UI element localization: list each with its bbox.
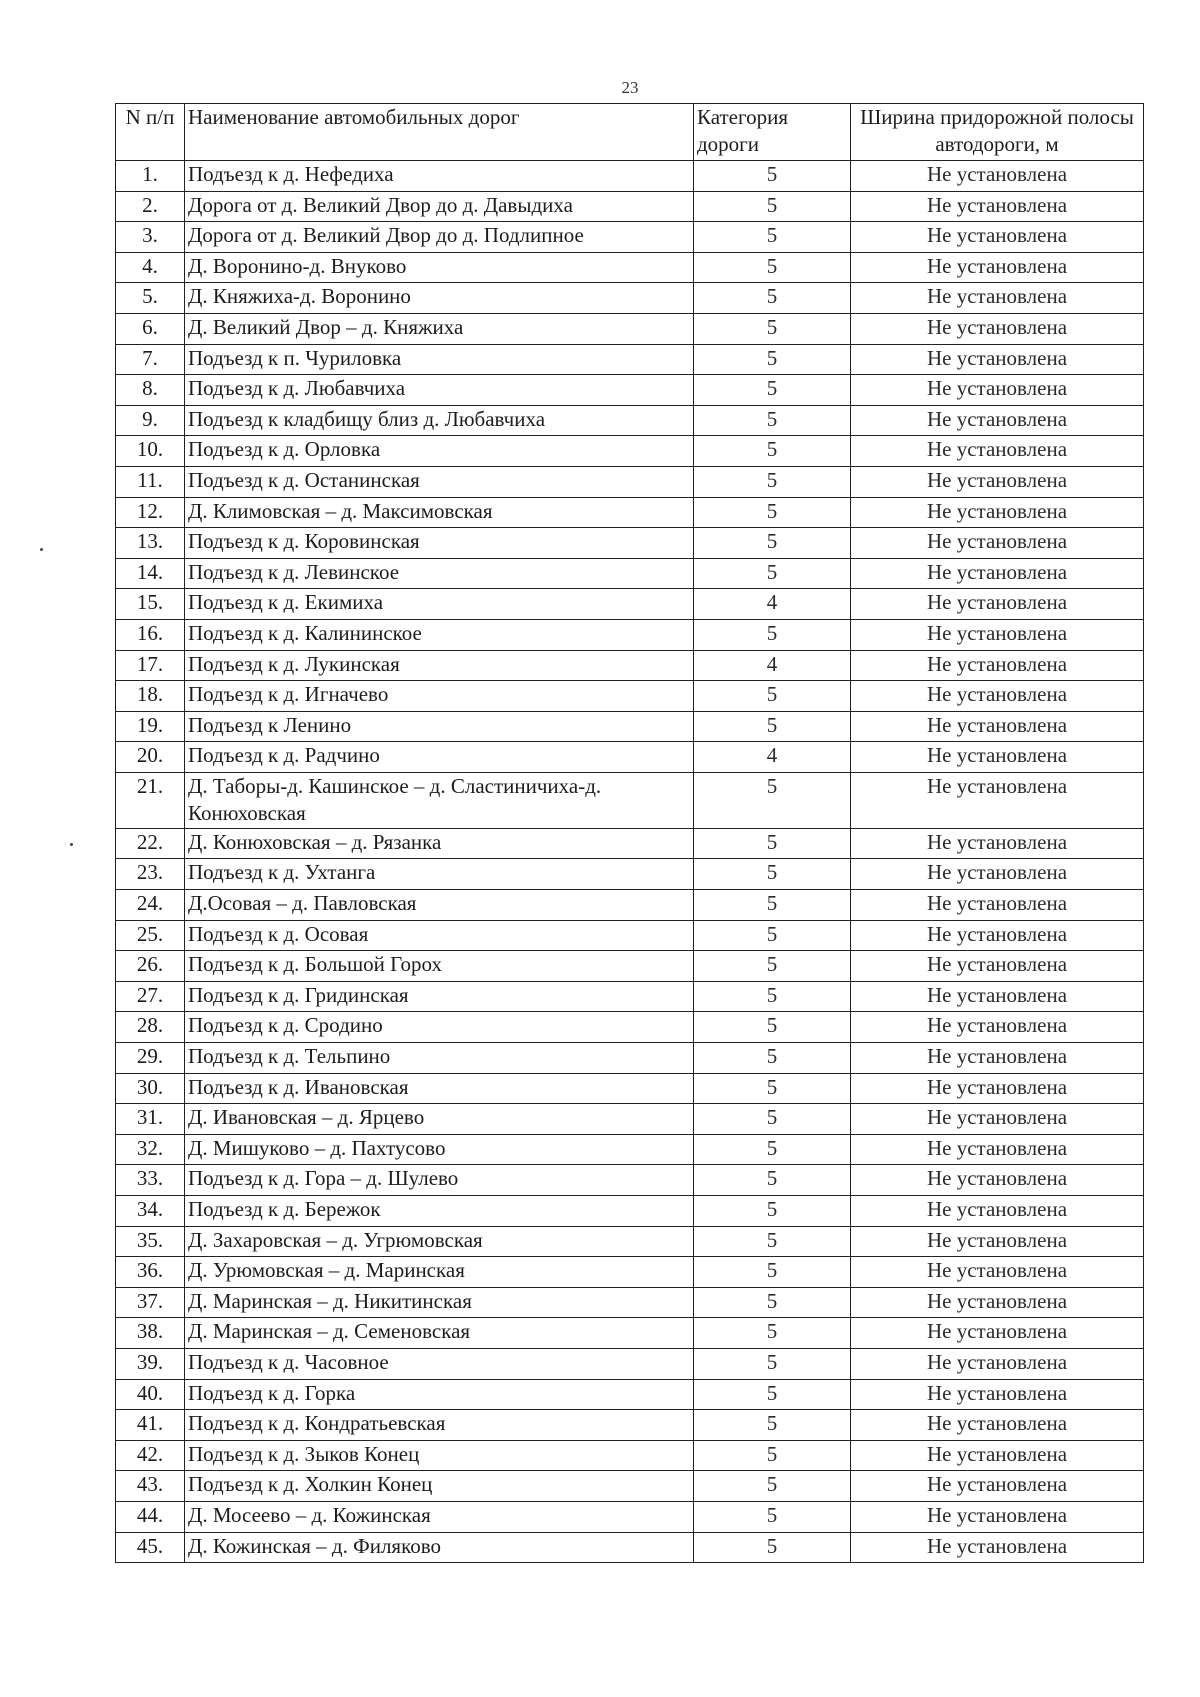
- roadside-width: Не установлена: [851, 1410, 1144, 1441]
- road-category: 5: [694, 1410, 851, 1441]
- road-name: Подъезд к д. Кондратьевская: [185, 1410, 694, 1441]
- road-category: 5: [694, 1257, 851, 1288]
- row-number: 35.: [116, 1226, 185, 1257]
- row-number: 45.: [116, 1532, 185, 1563]
- roadside-width: Не установлена: [851, 283, 1144, 314]
- road-name: Д. Кожинская – д. Филяково: [185, 1532, 694, 1563]
- road-category: 5: [694, 1104, 851, 1135]
- table-row: [116, 1501, 1144, 1532]
- table-row: [116, 589, 1144, 620]
- row-number: 29.: [116, 1043, 185, 1074]
- table-row: [116, 558, 1144, 589]
- row-number: 18.: [116, 681, 185, 712]
- scan-speck: [40, 548, 43, 551]
- table-row: [116, 375, 1144, 406]
- row-number: 7.: [116, 344, 185, 375]
- table-row: [116, 1532, 1144, 1563]
- table-row: [116, 619, 1144, 650]
- row-number: 38.: [116, 1318, 185, 1349]
- table-row: [116, 191, 1144, 222]
- road-name: Подъезд к д. Тельпино: [185, 1043, 694, 1074]
- road-category: 4: [694, 742, 851, 773]
- road-name: Подъезд к Ленино: [185, 711, 694, 742]
- table-row: [116, 1012, 1144, 1043]
- header-row: [116, 104, 1144, 161]
- row-number: 39.: [116, 1348, 185, 1379]
- row-number: 33.: [116, 1165, 185, 1196]
- road-category: 5: [694, 1073, 851, 1104]
- table-row: [116, 681, 1144, 712]
- roadside-width: Не установлена: [851, 1165, 1144, 1196]
- table-row: [116, 528, 1144, 559]
- row-number: 36.: [116, 1257, 185, 1288]
- road-category: 5: [694, 711, 851, 742]
- table-row: [116, 1379, 1144, 1410]
- roadside-width: Не установлена: [851, 1287, 1144, 1318]
- header-name: Наименование автомобильных дорог: [185, 104, 694, 161]
- road-name: Подъезд к д. Останинская: [185, 466, 694, 497]
- roadside-width: Не установлена: [851, 681, 1144, 712]
- table-row: [116, 1134, 1144, 1165]
- row-number: 14.: [116, 558, 185, 589]
- road-name: Д. Княжиха-д. Воронино: [185, 283, 694, 314]
- road-category: 5: [694, 1318, 851, 1349]
- road-category: 4: [694, 650, 851, 681]
- row-number: 4.: [116, 252, 185, 283]
- road-category: 5: [694, 375, 851, 406]
- road-name: Дорога от д. Великий Двор до д. Давыдиха: [185, 191, 694, 222]
- road-category: 5: [694, 1012, 851, 1043]
- roadside-width: Не установлена: [851, 405, 1144, 436]
- table-row: [116, 161, 1144, 192]
- roadside-width: Не установлена: [851, 650, 1144, 681]
- road-name: Д. Маринская – д. Семеновская: [185, 1318, 694, 1349]
- roadside-width: Не установлена: [851, 252, 1144, 283]
- road-name: Д. Мосеево – д. Кожинская: [185, 1501, 694, 1532]
- road-name: Подъезд к д. Ухтанга: [185, 859, 694, 890]
- roadside-width: Не установлена: [851, 1318, 1144, 1349]
- road-category: 4: [694, 589, 851, 620]
- road-category: 5: [694, 558, 851, 589]
- page-number: 23: [621, 78, 639, 97]
- road-category: 5: [694, 1165, 851, 1196]
- road-name: Д. Захаровская – д. Угрюмовская: [185, 1226, 694, 1257]
- table-row: [116, 1287, 1144, 1318]
- header-width: Ширина придорожной полосы автодороги, м: [851, 104, 1144, 161]
- header-category: Категория дороги: [694, 104, 851, 161]
- table-row: [116, 1471, 1144, 1502]
- road-category: 5: [694, 920, 851, 951]
- header-num: N п/п: [116, 104, 185, 161]
- row-number: 17.: [116, 650, 185, 681]
- road-category: 5: [694, 828, 851, 859]
- road-name: Подъезд к п. Чуриловка: [185, 344, 694, 375]
- road-category: 5: [694, 981, 851, 1012]
- roadside-width: Не установлена: [851, 191, 1144, 222]
- roadside-width: Не установлена: [851, 1440, 1144, 1471]
- road-name: Подъезд к д. Большой Горох: [185, 951, 694, 982]
- row-number: 44.: [116, 1501, 185, 1532]
- roadside-width: Не установлена: [851, 711, 1144, 742]
- table-row: [116, 1348, 1144, 1379]
- road-category: 5: [694, 1134, 851, 1165]
- roadside-width: Не установлена: [851, 375, 1144, 406]
- roadside-width: Не установлена: [851, 772, 1144, 828]
- roadside-width: Не установлена: [851, 1043, 1144, 1074]
- roadside-width: Не установлена: [851, 313, 1144, 344]
- road-name: Подъезд к д. Орловка: [185, 436, 694, 467]
- road-name: Подъезд к д. Холкин Конец: [185, 1471, 694, 1502]
- road-name: Подъезд к д. Бережок: [185, 1196, 694, 1227]
- row-number: 34.: [116, 1196, 185, 1227]
- road-category: 5: [694, 1379, 851, 1410]
- row-number: 22.: [116, 828, 185, 859]
- row-number: 20.: [116, 742, 185, 773]
- road-name: Д. Конюховская – д. Рязанка: [185, 828, 694, 859]
- roadside-width: Не установлена: [851, 222, 1144, 253]
- row-number: 43.: [116, 1471, 185, 1502]
- table-header: [116, 104, 1144, 161]
- road-name: Подъезд к д. Игначево: [185, 681, 694, 712]
- row-number: 28.: [116, 1012, 185, 1043]
- road-name: Д. Ивановская – д. Ярцево: [185, 1104, 694, 1135]
- road-name: Подъезд к д. Ивановская: [185, 1073, 694, 1104]
- road-name: Подъезд к д. Горка: [185, 1379, 694, 1410]
- roadside-width: Не установлена: [851, 1257, 1144, 1288]
- roadside-width: Не установлена: [851, 1501, 1144, 1532]
- road-name: Подъезд к д. Зыков Конец: [185, 1440, 694, 1471]
- table-row: [116, 742, 1144, 773]
- roadside-width: Не установлена: [851, 981, 1144, 1012]
- road-name: Подъезд к д. Часовное: [185, 1348, 694, 1379]
- roadside-width: Не установлена: [851, 466, 1144, 497]
- row-number: 42.: [116, 1440, 185, 1471]
- road-category: 5: [694, 528, 851, 559]
- row-number: 37.: [116, 1287, 185, 1318]
- table-row: [116, 1410, 1144, 1441]
- roadside-width: Не установлена: [851, 161, 1144, 192]
- table-row: [116, 772, 1144, 828]
- road-name: Д. Урюмовская – д. Маринская: [185, 1257, 694, 1288]
- road-name: Подъезд к д. Осовая: [185, 920, 694, 951]
- roadside-width: Не установлена: [851, 1012, 1144, 1043]
- roadside-width: Не установлена: [851, 436, 1144, 467]
- row-number: 15.: [116, 589, 185, 620]
- table-row: [116, 283, 1144, 314]
- road-category: 5: [694, 1348, 851, 1379]
- table-row: [116, 1196, 1144, 1227]
- roadside-width: Не установлена: [851, 558, 1144, 589]
- road-name: Подъезд к д. Калининское: [185, 619, 694, 650]
- row-number: 9.: [116, 405, 185, 436]
- road-category: 5: [694, 313, 851, 344]
- road-name: Д. Таборы-д. Кашинское – д. Сластиничиха-д. Конюховская: [185, 772, 694, 828]
- table-row: [116, 405, 1144, 436]
- table-row: [116, 1257, 1144, 1288]
- row-number: 31.: [116, 1104, 185, 1135]
- roadside-width: Не установлена: [851, 528, 1144, 559]
- roadside-width: Не установлена: [851, 1104, 1144, 1135]
- table-row: [116, 497, 1144, 528]
- row-number: 26.: [116, 951, 185, 982]
- roads-table: [115, 103, 1144, 1563]
- road-category: 5: [694, 405, 851, 436]
- road-name: Д. Климовская – д. Максимовская: [185, 497, 694, 528]
- roadside-width: Не установлена: [851, 951, 1144, 982]
- road-name: Подъезд к д. Нефедиха: [185, 161, 694, 192]
- roadside-width: Не установлена: [851, 589, 1144, 620]
- roadside-width: Не установлена: [851, 1073, 1144, 1104]
- table-row: [116, 466, 1144, 497]
- road-category: 5: [694, 222, 851, 253]
- row-number: 19.: [116, 711, 185, 742]
- table-row: [116, 1165, 1144, 1196]
- road-name: Д. Великий Двор – д. Княжиха: [185, 313, 694, 344]
- roadside-width: Не установлена: [851, 890, 1144, 921]
- road-category: 5: [694, 890, 851, 921]
- road-category: 5: [694, 344, 851, 375]
- road-name: Подъезд к д. Гридинская: [185, 981, 694, 1012]
- row-number: 27.: [116, 981, 185, 1012]
- row-number: 1.: [116, 161, 185, 192]
- row-number: 10.: [116, 436, 185, 467]
- table-row: [116, 1318, 1144, 1349]
- row-number: 25.: [116, 920, 185, 951]
- table-row: [116, 711, 1144, 742]
- table-row: [116, 859, 1144, 890]
- road-name: Подъезд к кладбищу близ д. Любавчиха: [185, 405, 694, 436]
- roadside-width: Не установлена: [851, 619, 1144, 650]
- table-row: [116, 981, 1144, 1012]
- road-category: 5: [694, 1440, 851, 1471]
- table-row: [116, 951, 1144, 982]
- roadside-width: Не установлена: [851, 859, 1144, 890]
- table-row: [116, 1073, 1144, 1104]
- road-category: 5: [694, 1196, 851, 1227]
- table-row: [116, 828, 1144, 859]
- row-number: 41.: [116, 1410, 185, 1441]
- roadside-width: Не установлена: [851, 1226, 1144, 1257]
- road-name: Подъезд к д. Гора – д. Шулево: [185, 1165, 694, 1196]
- row-number: 6.: [116, 313, 185, 344]
- roadside-width: Не установлена: [851, 344, 1144, 375]
- row-number: 32.: [116, 1134, 185, 1165]
- road-category: 5: [694, 497, 851, 528]
- road-name: Д. Мишуково – д. Пахтусово: [185, 1134, 694, 1165]
- road-category: 5: [694, 283, 851, 314]
- road-name: Подъезд к д. Радчино: [185, 742, 694, 773]
- table-row: [116, 1226, 1144, 1257]
- roadside-width: Не установлена: [851, 497, 1144, 528]
- road-category: 5: [694, 436, 851, 467]
- table-row: [116, 436, 1144, 467]
- row-number: 13.: [116, 528, 185, 559]
- roadside-width: Не установлена: [851, 1196, 1144, 1227]
- table-row: [116, 920, 1144, 951]
- row-number: 21.: [116, 772, 185, 828]
- table-row: [116, 313, 1144, 344]
- scan-speck: [70, 843, 73, 846]
- row-number: 2.: [116, 191, 185, 222]
- road-name: Подъезд к д. Лукинская: [185, 650, 694, 681]
- road-category: 5: [694, 1471, 851, 1502]
- row-number: 24.: [116, 890, 185, 921]
- road-name: Подъезд к д. Коровинская: [185, 528, 694, 559]
- roadside-width: Не установлена: [851, 920, 1144, 951]
- road-category: 5: [694, 1226, 851, 1257]
- roadside-width: Не установлена: [851, 742, 1144, 773]
- road-category: 5: [694, 859, 851, 890]
- road-category: 5: [694, 772, 851, 828]
- table-row: [116, 650, 1144, 681]
- road-category: 5: [694, 1501, 851, 1532]
- row-number: 30.: [116, 1073, 185, 1104]
- road-category: 5: [694, 191, 851, 222]
- table-row: [116, 890, 1144, 921]
- road-name: Дорога от д. Великий Двор до д. Подлипное: [185, 222, 694, 253]
- road-name: Д.Осовая – д. Павловская: [185, 890, 694, 921]
- road-category: 5: [694, 1043, 851, 1074]
- road-name: Подъезд к д. Екимиха: [185, 589, 694, 620]
- roadside-width: Не установлена: [851, 828, 1144, 859]
- road-name: Д. Воронино-д. Внуково: [185, 252, 694, 283]
- row-number: 11.: [116, 466, 185, 497]
- row-number: 5.: [116, 283, 185, 314]
- roadside-width: Не установлена: [851, 1471, 1144, 1502]
- row-number: 23.: [116, 859, 185, 890]
- road-category: 5: [694, 619, 851, 650]
- table-body: [116, 161, 1144, 1563]
- road-category: 5: [694, 161, 851, 192]
- row-number: 8.: [116, 375, 185, 406]
- row-number: 3.: [116, 222, 185, 253]
- table-row: [116, 1043, 1144, 1074]
- road-category: 5: [694, 681, 851, 712]
- roadside-width: Не установлена: [851, 1379, 1144, 1410]
- road-category: 5: [694, 951, 851, 982]
- road-name: Подъезд к д. Левинское: [185, 558, 694, 589]
- row-number: 16.: [116, 619, 185, 650]
- table-row: [116, 1104, 1144, 1135]
- road-name: Подъезд к д. Сродино: [185, 1012, 694, 1043]
- road-name: Подъезд к д. Любавчиха: [185, 375, 694, 406]
- row-number: 12.: [116, 497, 185, 528]
- road-name: Д. Маринская – д. Никитинская: [185, 1287, 694, 1318]
- road-category: 5: [694, 466, 851, 497]
- road-category: 5: [694, 1532, 851, 1563]
- road-category: 5: [694, 252, 851, 283]
- table-row: [116, 1440, 1144, 1471]
- roadside-width: Не установлена: [851, 1532, 1144, 1563]
- road-category: 5: [694, 1287, 851, 1318]
- row-number: 40.: [116, 1379, 185, 1410]
- table-row: [116, 222, 1144, 253]
- table-row: [116, 252, 1144, 283]
- table-row: [116, 344, 1144, 375]
- roadside-width: Не установлена: [851, 1348, 1144, 1379]
- roadside-width: Не установлена: [851, 1134, 1144, 1165]
